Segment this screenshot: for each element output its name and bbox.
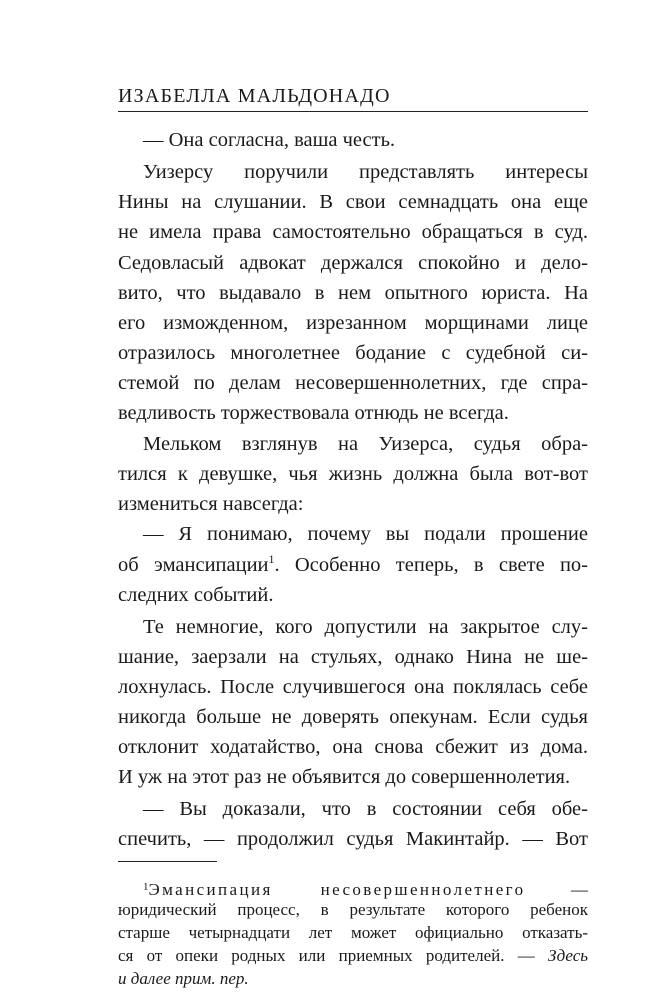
footnote-line [143,876,588,898]
text-line: шание, заерзали на стульях, однако Нина не ше- [118,646,588,668]
footnote-line: юридический процесс, в результате которого ребенок [118,900,588,919]
text-line: — Вы доказали, что в состоянии себя обе- [143,798,588,820]
text-line: ведливость торжествовала отнюдь не всегда. [118,402,509,424]
footnote-text: ся от опеки родных или приемных родителей. — [118,946,535,965]
text-line: не имела права самостоятельно обращаться в суд. [118,221,588,243]
footnote-reference: 1 [268,552,275,566]
running-head: ИЗАБЕЛЛА МАЛЬДОНАДО [118,85,391,107]
text-segment: об эмансипации [118,554,269,576]
text-line: вито, что выдавало в нем опытного юриста. На [118,282,588,304]
header-rule [118,111,588,112]
text-line: следних событий. [118,584,274,606]
text-line: — Она согласна, ваша честь. [143,129,396,151]
text-line: Седовласый адвокат держался спокойно и дело- [118,252,588,274]
text-line: Те немногие, кого допустили на закрытое слу- [143,616,588,638]
text-line: его изможденном, изрезанном морщинами лице [118,312,588,334]
footnote-rule [118,861,217,862]
text-line [118,551,588,579]
text-line: стемой по делам несовершеннолетних, где спра- [118,372,588,394]
text-line: отклонит ходатайство, она снова сбежит из дома. [118,736,588,758]
text-line: никогда больше не доверять опекунам. Если судья [118,706,588,728]
footnote-line: и далее прим. пер. [118,969,249,988]
text-line: Нины на слушании. В свои семнадцать она еще [118,191,588,213]
text-line: измениться навсегда: [118,493,304,515]
footnote-dash: — [525,880,588,899]
text-line: Мельком взглянув на Уизерса, судья обра- [143,433,588,455]
text-segment: . Особенно теперь, в свете по- [274,554,588,576]
footnote-line [118,945,588,967]
footnote-line: старше четырнадцати лет может официально отказать- [118,923,588,942]
text-line: Уизерсу поручили представлять интересы [143,161,588,183]
text-line: лохнулась. После случившегося она поклялась себе [118,676,588,698]
text-line: тился к девушке, чья жизнь должна была вот-вот [118,463,588,485]
footnote-term: Эмансипация несовершеннолетнего [148,880,526,899]
text-line: — Я понимаю, почему вы подали прошение [143,523,588,545]
footnote-note: Здесь [534,946,588,965]
text-line: спечить, — продолжил судья Макинтайр. — Вот [118,828,588,850]
footnote-marker: 1 [143,881,149,893]
text-line: отразилось многолетнее бодание с судебной си- [118,342,588,364]
text-line: И уж на этот раз не объявится до совершеннолетия. [118,766,571,788]
